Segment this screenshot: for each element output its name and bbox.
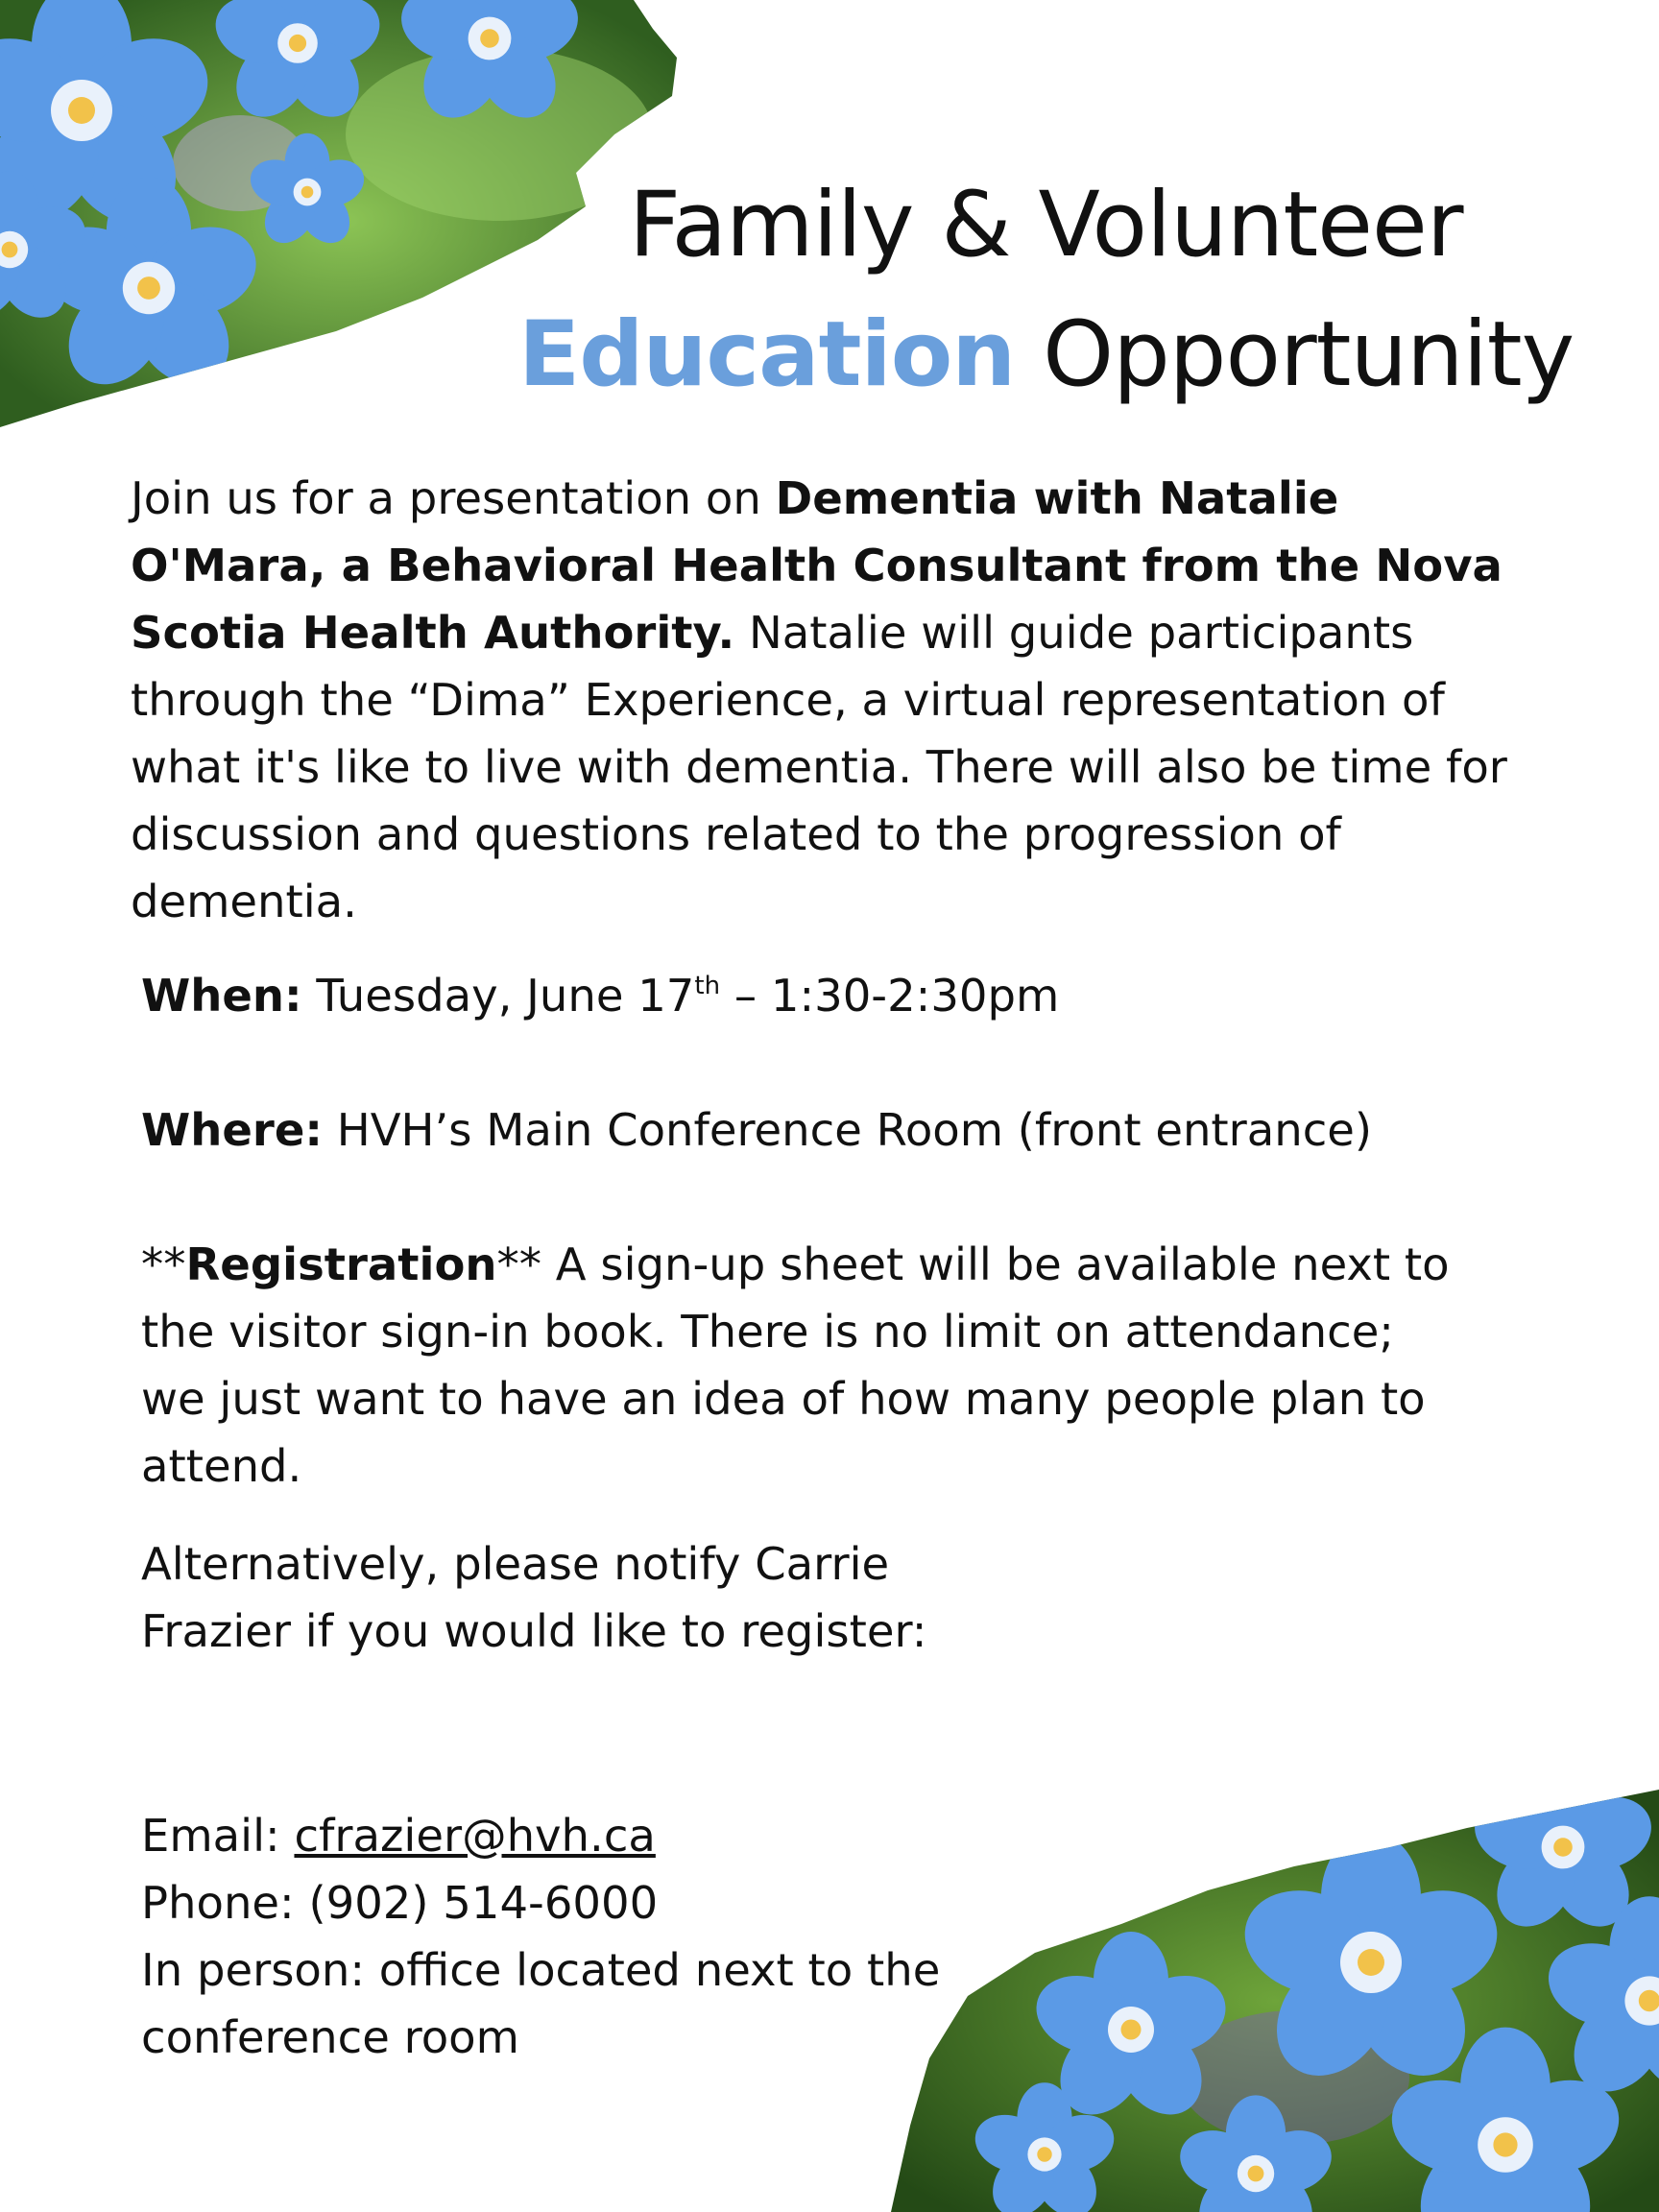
intro-rest: Natalie will guide participants through the “Dima” Experience, a virtual representation of what it's like to live with dementia. There will also be time for discussion and questions related to the progression of dementia. <box>131 607 1507 927</box>
title-line-2-rest: Opportunity <box>1015 302 1575 407</box>
where-value: HVH’s Main Conference Room (front entrance) <box>323 1104 1373 1156</box>
when-label: When: <box>141 970 302 1022</box>
when-line <box>141 962 1485 1029</box>
email-line <box>141 1802 986 1869</box>
when-sup: th <box>694 972 721 1000</box>
intro-paragraph <box>131 465 1532 935</box>
registration-label: Registration <box>185 1238 497 1290</box>
registration-paragraph <box>141 1231 1466 1500</box>
where-line <box>141 1096 1485 1164</box>
registration-suffix: ** <box>496 1238 542 1290</box>
title-line-2 <box>518 302 1574 407</box>
where-label: Where: <box>141 1104 323 1156</box>
registration-prefix: ** <box>141 1238 186 1290</box>
title-accent-word: Education <box>518 302 1016 407</box>
intro-bold: Dementia with Natalie O'Mara, a Behavioral Health Consultant from the Nova Scotia Health Authority. <box>131 472 1503 659</box>
alternative-paragraph: Alternatively, please notify Carrie Frazier if you would like to register: <box>141 1538 927 1657</box>
phone-line: Phone: (902) 514-6000 <box>141 1877 659 1929</box>
registration-text: A sign-up sheet will be available next to the visitor sign-in book. There is no limit on attendance; we just want to have an idea of how many people plan to attend. <box>141 1238 1450 1492</box>
in-person-line: In person: office located next to the conference room <box>141 1944 941 2063</box>
email-label: Email: <box>141 1810 295 1862</box>
intro-lead: Join us for a presentation on <box>131 472 776 524</box>
when-value: Tuesday, June 17 <box>301 970 695 1022</box>
title-line-1: Family & Volunteer <box>629 173 1463 277</box>
when-time: – 1:30-2:30pm <box>720 970 1060 1022</box>
contact-block <box>141 1802 986 2071</box>
email-link[interactable]: cfrazier@hvh.ca <box>294 1810 656 1862</box>
forget-me-not-flowers-bottom-image <box>891 1790 1659 2212</box>
